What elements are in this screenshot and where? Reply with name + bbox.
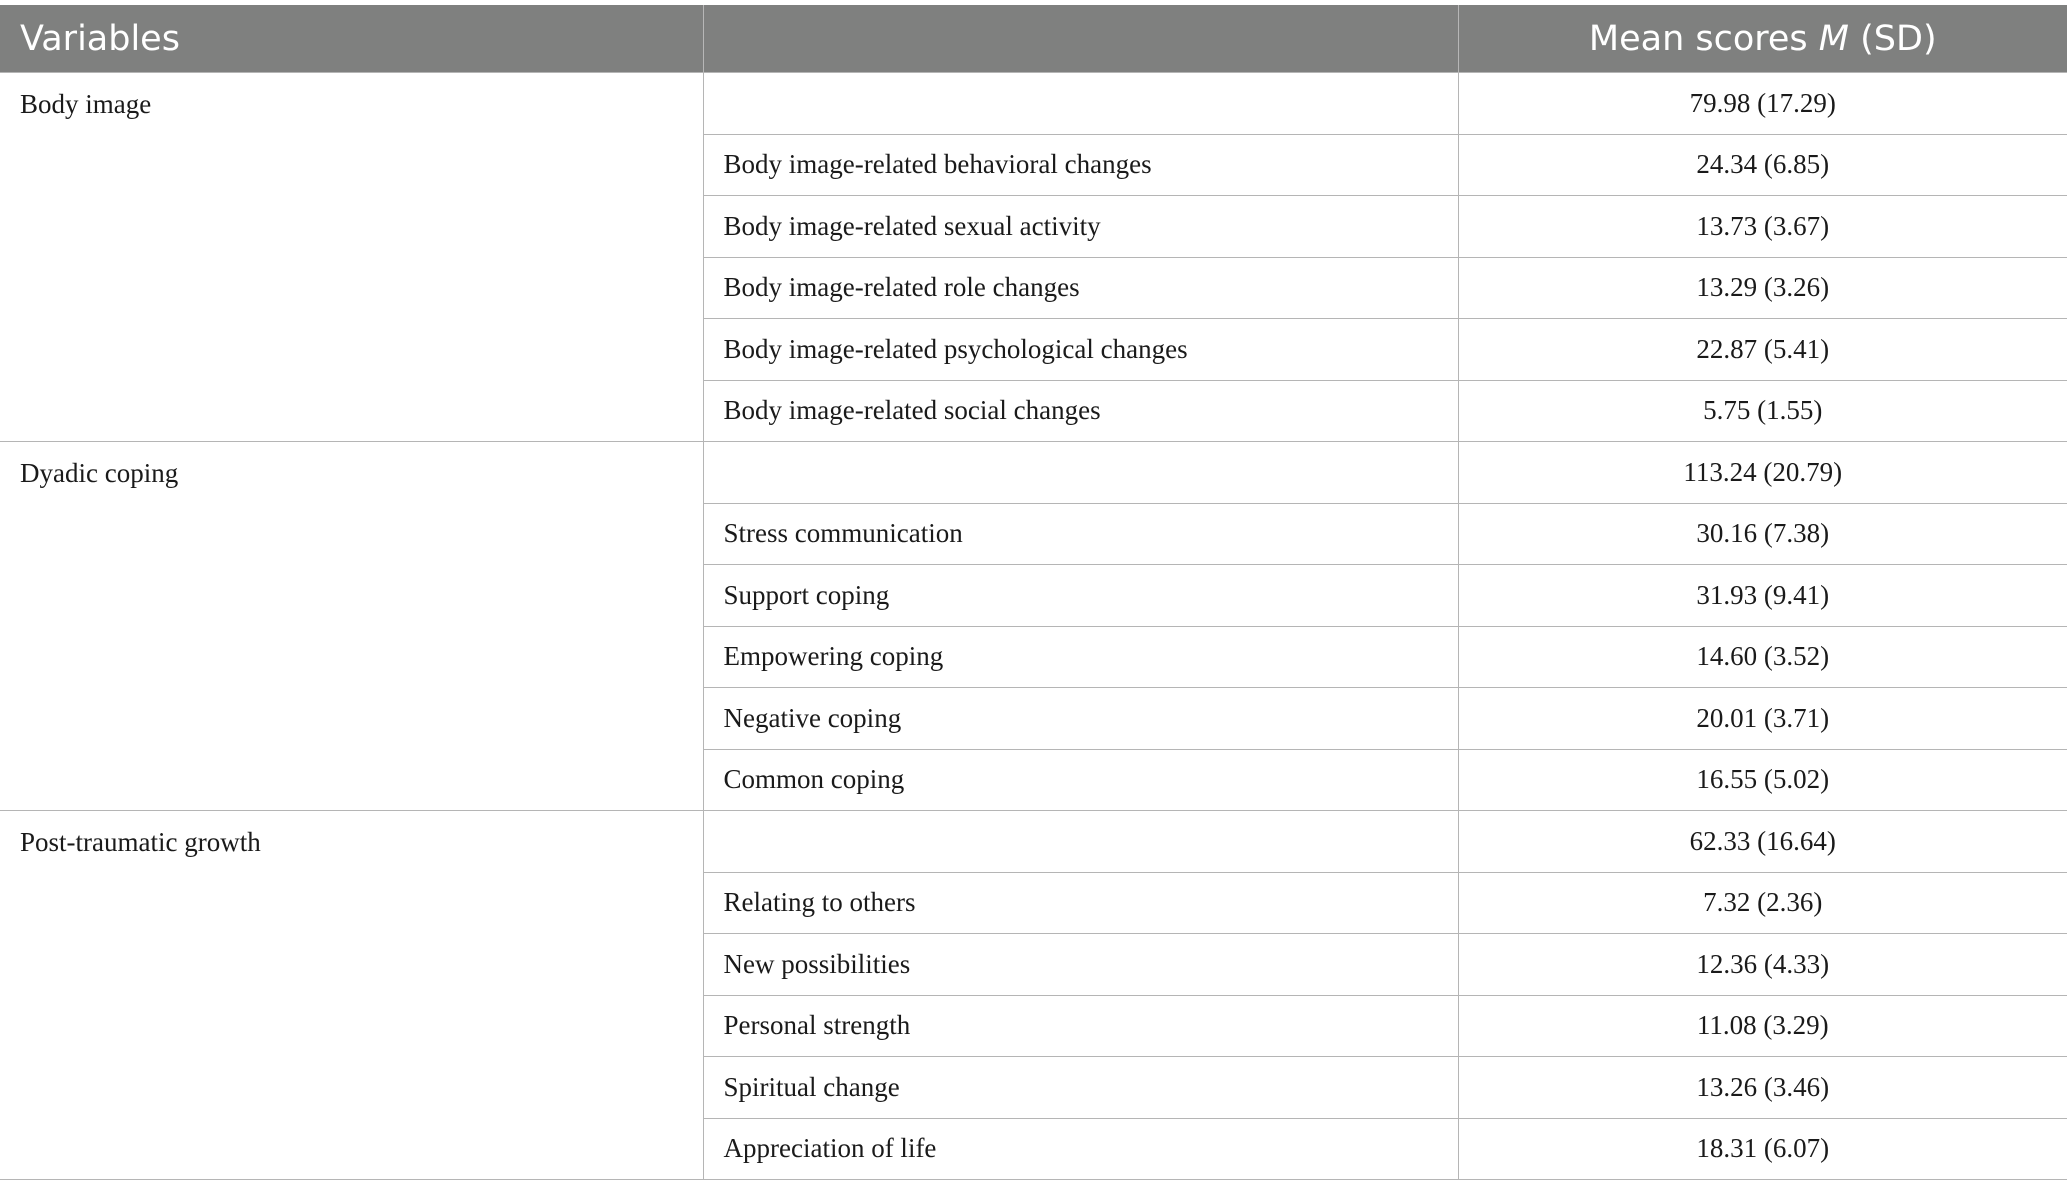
- group-total-value: 113.24 (20.79): [1458, 442, 2067, 504]
- table-row: [0, 73, 2067, 135]
- subscale-value: 31.93 (9.41): [1458, 565, 2067, 627]
- subscale-value: 18.31 (6.07): [1458, 1118, 2067, 1180]
- subscale-label: Body image-related social changes: [703, 380, 1458, 442]
- subscale-label: Personal strength: [703, 995, 1458, 1057]
- subscale-label: Body image-related role changes: [703, 257, 1458, 319]
- table-row: [0, 811, 2067, 873]
- group-label: Dyadic coping: [0, 442, 703, 811]
- subscale-value: 5.75 (1.55): [1458, 380, 2067, 442]
- group-total-value: 62.33 (16.64): [1458, 811, 2067, 873]
- subscale-value: 12.36 (4.33): [1458, 934, 2067, 996]
- header-variables: Variables: [0, 5, 703, 73]
- subscale-value: 30.16 (7.38): [1458, 503, 2067, 565]
- table-header-row: [0, 5, 2067, 73]
- subscale-label: Body image-related psychological changes: [703, 319, 1458, 381]
- subscale-label: [703, 811, 1458, 873]
- subscale-value: 22.87 (5.41): [1458, 319, 2067, 381]
- scores-table-container: [0, 5, 2067, 1180]
- subscale-label: Body image-related behavioral changes: [703, 134, 1458, 196]
- table-row: [0, 442, 2067, 504]
- subscale-value: 16.55 (5.02): [1458, 749, 2067, 811]
- header-mean-prefix: Mean scores: [1588, 18, 1819, 59]
- subscale-label: Spiritual change: [703, 1057, 1458, 1119]
- subscale-value: 13.29 (3.26): [1458, 257, 2067, 319]
- subscale-value: 24.34 (6.85): [1458, 134, 2067, 196]
- group-label: Post-traumatic growth: [0, 811, 703, 1180]
- subscale-label: Negative coping: [703, 688, 1458, 750]
- header-mean-suffix: (SD): [1849, 18, 1937, 59]
- subscale-label: Relating to others: [703, 872, 1458, 934]
- subscale-label: Common coping: [703, 749, 1458, 811]
- subscale-value: 13.26 (3.46): [1458, 1057, 2067, 1119]
- header-mean-m: M: [1818, 18, 1849, 59]
- header-mean-scores: [1458, 5, 2067, 73]
- subscale-value: 20.01 (3.71): [1458, 688, 2067, 750]
- subscale-label: Stress communication: [703, 503, 1458, 565]
- subscale-value: 14.60 (3.52): [1458, 626, 2067, 688]
- subscale-label: [703, 442, 1458, 504]
- subscale-value: 11.08 (3.29): [1458, 995, 2067, 1057]
- subscale-label: Body image-related sexual activity: [703, 196, 1458, 258]
- subscale-label: Empowering coping: [703, 626, 1458, 688]
- subscale-label: [703, 73, 1458, 135]
- header-subscale: [703, 5, 1458, 73]
- subscale-value: 7.32 (2.36): [1458, 872, 2067, 934]
- subscale-label: New possibilities: [703, 934, 1458, 996]
- group-total-value: 79.98 (17.29): [1458, 73, 2067, 135]
- mean-scores-table: [0, 5, 2067, 1180]
- subscale-value: 13.73 (3.67): [1458, 196, 2067, 258]
- subscale-label: Support coping: [703, 565, 1458, 627]
- subscale-label: Appreciation of life: [703, 1118, 1458, 1180]
- group-label: Body image: [0, 73, 703, 442]
